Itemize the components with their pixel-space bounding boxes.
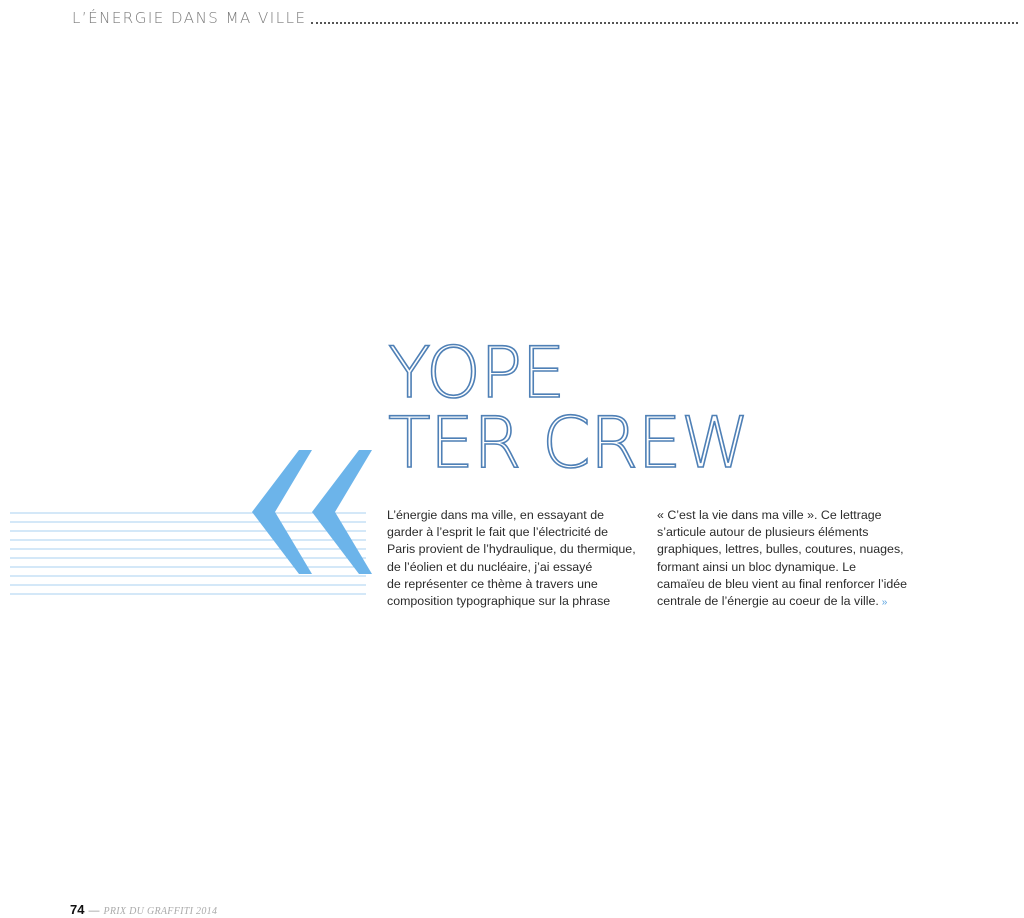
article-title (388, 332, 808, 484)
body-line: composition typographique sur la phrase (387, 594, 611, 609)
section-title: L’ÉNERGIE DANS MA VILLE (72, 9, 307, 27)
body-line: camaïeu de bleu vient au final renforcer l’idée (657, 576, 908, 591)
header-dotted-rule (311, 22, 1018, 24)
page-header (72, 5, 1018, 27)
body-line: s’articule autour de plusieurs éléments (657, 525, 869, 540)
title-line-2: TER CREW (388, 402, 749, 484)
body-line: L’énergie dans ma ville, en essayant de (387, 508, 604, 522)
body-column-1 (387, 507, 645, 610)
left-angle-quote-icon (250, 446, 375, 578)
end-mark-icon: » (881, 597, 888, 609)
body-line-last (657, 593, 917, 611)
page-number: 74 (70, 902, 85, 917)
body-line: Paris provient de l’hydraulique, du thermique, (387, 542, 636, 557)
publication-name: PRIX DU GRAFFITI 2014 (103, 906, 218, 917)
page-footer (70, 902, 217, 918)
footer-separator: — (88, 905, 100, 917)
body-line-text: centrale de l’énergie au coeur de la ville. (657, 594, 879, 609)
body-line: de représenter ce thème à travers une (387, 576, 598, 591)
body-line: formant ainsi un bloc dynamique. Le (657, 559, 857, 574)
body-line: garder à l’esprit le fait que l’électricité de (387, 525, 609, 540)
body-line: graphiques, lettres, bulles, coutures, nuages, (657, 542, 904, 557)
body-line: « C’est la vie dans ma ville ». Ce lettrage (657, 508, 882, 522)
body-line: de l’éolien et du nucléaire, j’ai essayé (387, 559, 593, 574)
body-column-2 (657, 507, 917, 611)
title-line-1: YOPE (388, 332, 565, 414)
